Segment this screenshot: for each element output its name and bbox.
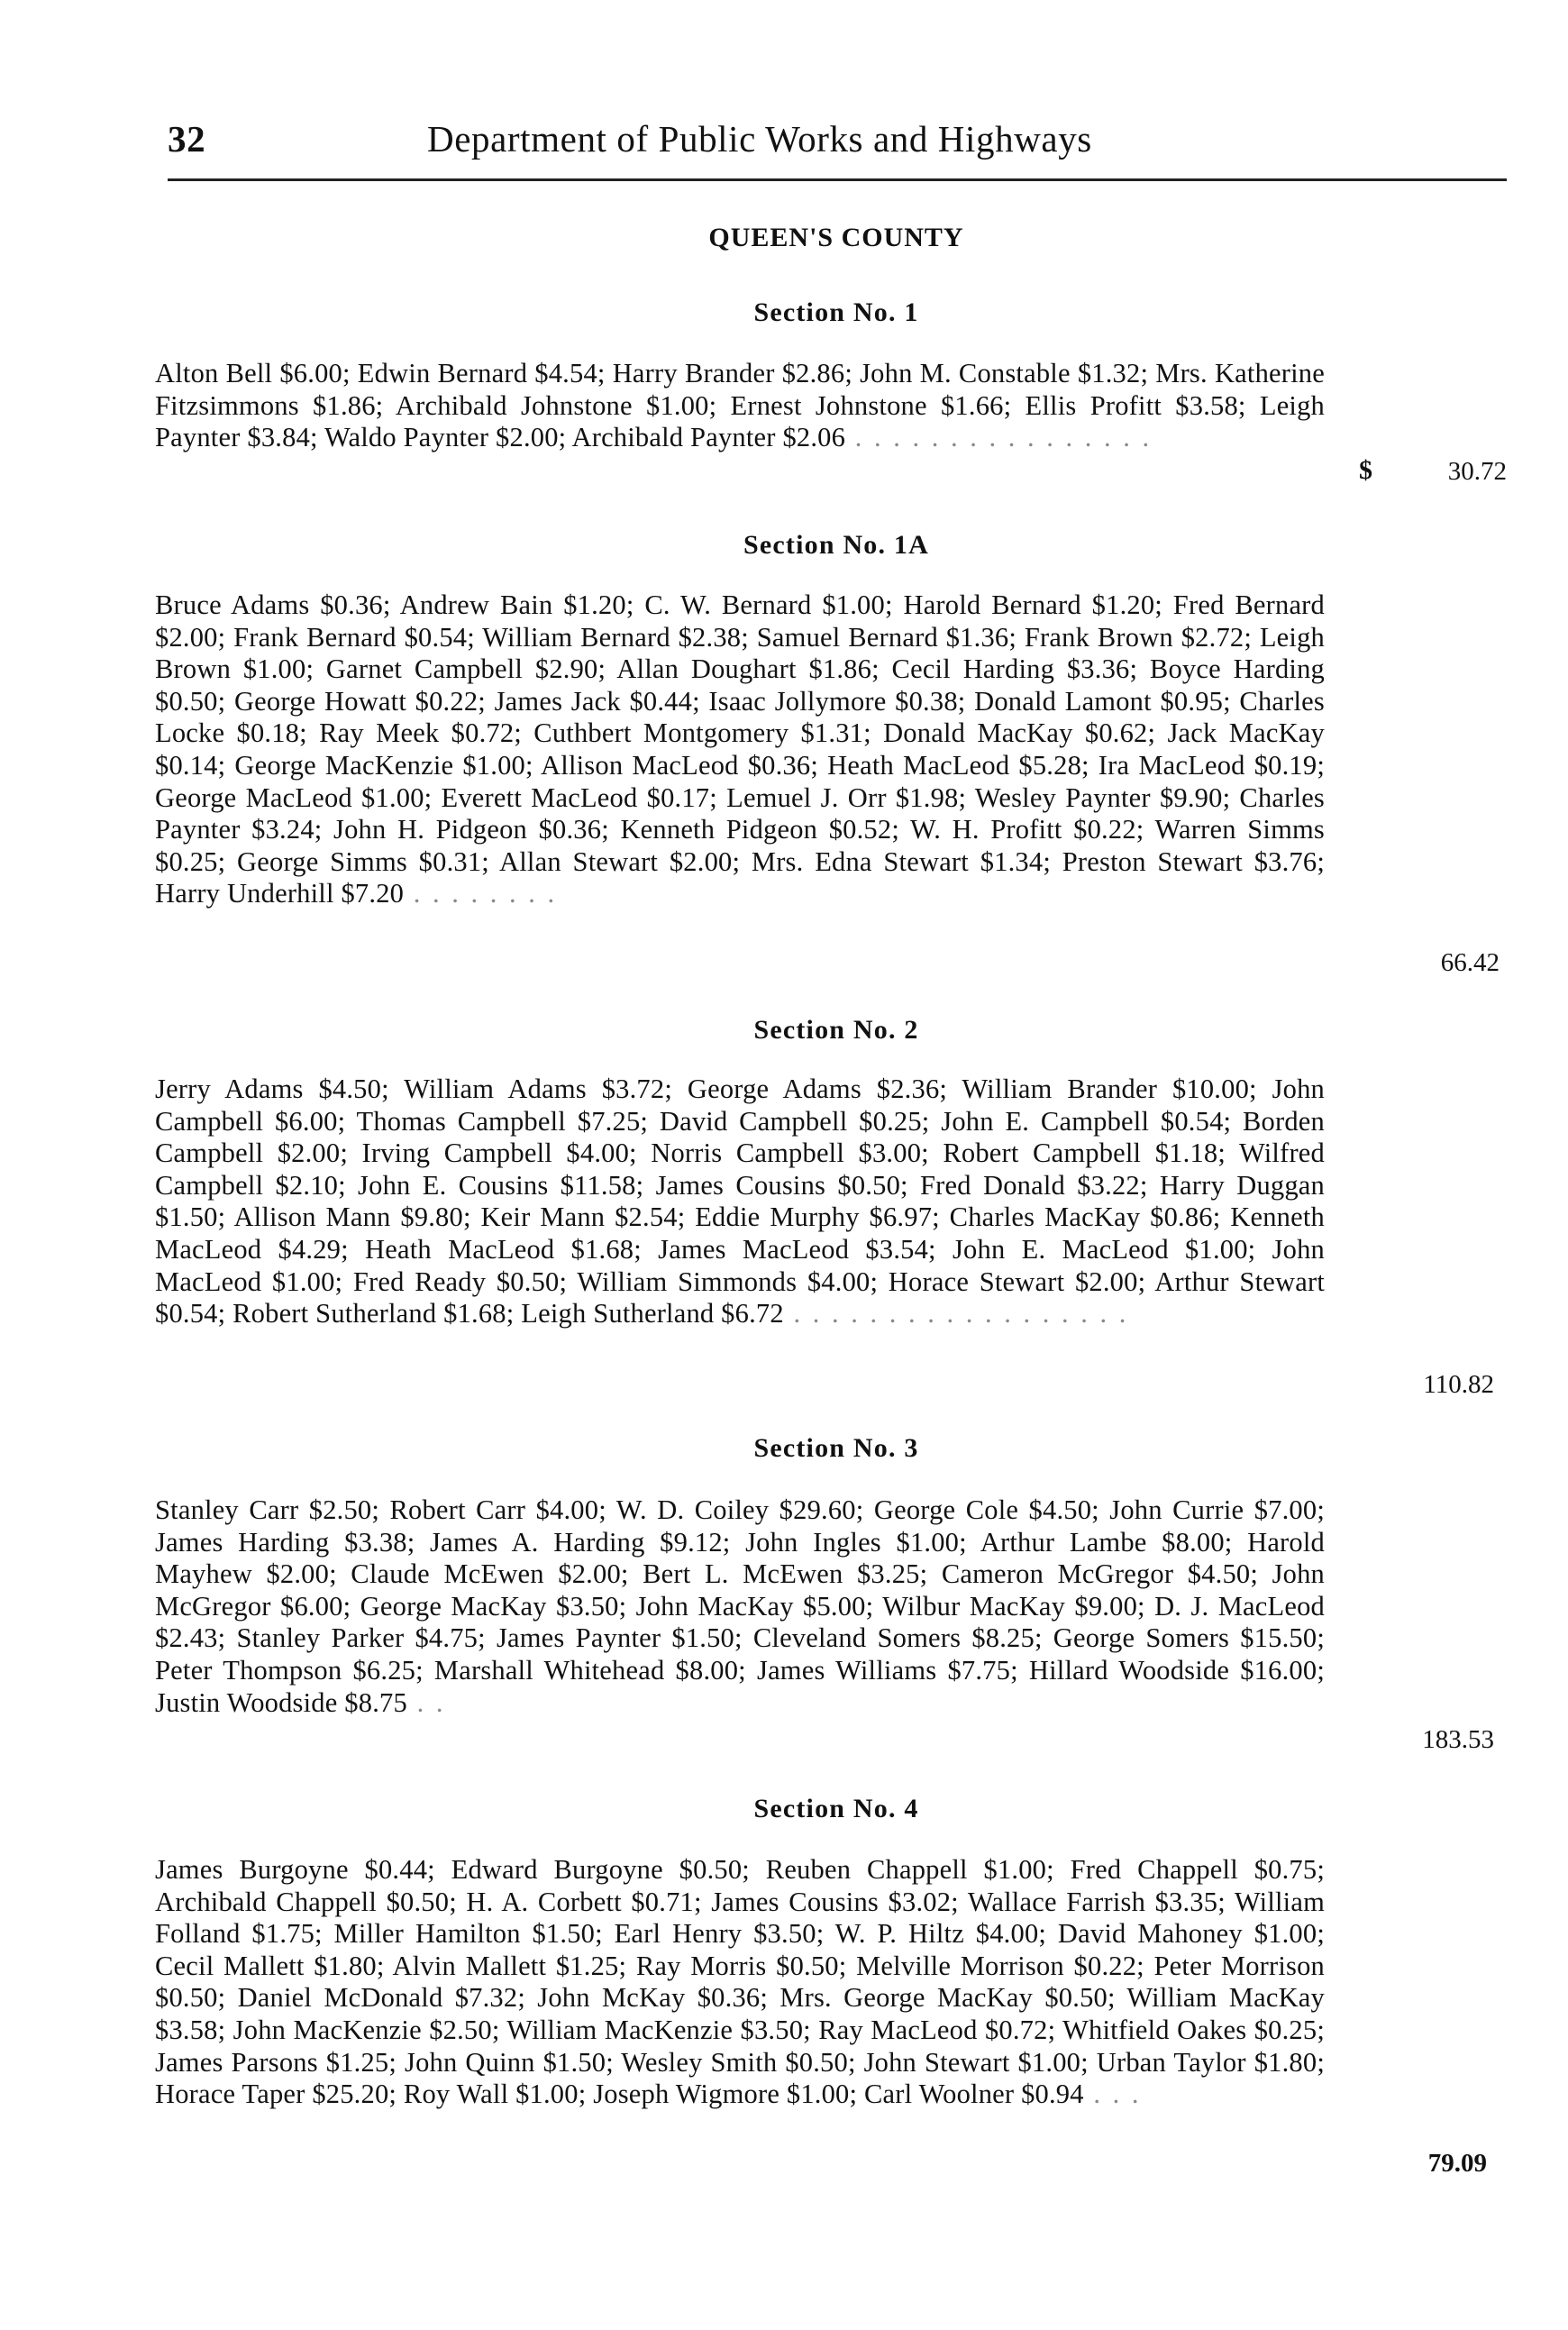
section-title: Section No. 1A [743,530,929,560]
page-header [168,117,1463,171]
dot-leader: . . [406,1686,446,1718]
section-body [155,589,1325,910]
section-total: 30.72 [1447,457,1507,486]
section-total: 66.42 [1440,948,1500,977]
section-total: 79.09 [1427,2149,1487,2178]
section-text: Stanley Carr $2.50; Robert Carr $4.00; W. D. Coiley $29.60; George Cole $4.50; John Currie $7.00; James Harding $3.38; James A. Harding $9.12; John Ingles $1.00; Arthur Lambe $8.00; Harold Mayhew $2.00; Claude McEwen $2.00; Bert L. McEwen $3.25; Cameron McGregor $4.50; John McGregor $6.00; George MacKay $3.50; John MacKay $5.00; Wilbur MacKay $9.00; D. J. MacLeod $2.43; Stanley Parker $4.75; James Paynter $1.50; Cleveland Somers $8.25; George Somers $15.50; Peter Thompson $6.25; Marshall Whitehead $8.00; James Williams $7.75; Hillard Woodside $16.00; Justin Woodside $8.75 [155,1494,1325,1718]
header-rule [168,178,1507,181]
section-text: James Burgoyne $0.44; Edward Burgoyne $0.50; Reuben Chappell $1.00; Fred Chappell $0.75; Archibald Chappell $0.50; H. A. Corbett $0.71; James Cousins $3.02; Wallace Farrish $3.35; William Folland $1.75; Miller Hamilton $1.50; Earl Henry $3.50; W. P. Hiltz $4.00; David Mahoney $1.00; Cecil Mallett $1.80; Alvin Mallett $1.25; Ray Morris $0.50; Melville Morrison $0.22; Peter Morrison $0.50; Daniel McDonald $7.32; John McKay $0.36; Mrs. George MacKay $0.50; William MacKay $3.58; John MacKenzie $2.50; William MacKenzie $3.50; Ray MacLeod $0.72; Whitfield Oakes $0.25; James Parsons $1.25; John Quinn $1.50; Wesley Smith $0.50; John Stewart $1.00; Urban Taylor $1.80; Horace Taper $25.20; Roy Wall $1.00; Joseph Wigmore $1.00; Carl Woolner $0.94 [155,1854,1325,2110]
section-body [155,1494,1325,1719]
section-text: Alton Bell $6.00; Edwin Bernard $4.54; Harry Brander $2.86; John M. Constable $1.32; Mrs. Katherine Fitzsimmons $1.86; Archibald Johnstone $1.00; Ernest Johnstone $1.66; Ellis Profitt $3.58; Leigh Paynter $3.84; Waldo Paynter $2.00; Archibald Paynter $2.06 [155,358,1325,453]
section-title: Section No. 4 [753,1794,919,1823]
currency-sign: $ [1359,455,1372,485]
section-title: Section No. 2 [753,1015,919,1045]
page-header-title: Department of Public Works and Highways [427,118,1092,160]
section-title: Section No. 1 [753,297,919,327]
dot-leader: . . . . . . . . [404,878,558,909]
section-text: Bruce Adams $0.36; Andrew Bain $1.20; C. W. Bernard $1.00; Harold Bernard $1.20; Fred Bernard $2.00; Frank Bernard $0.54; William Bernard $2.38; Samuel Bernard $1.36; Frank Brown $2.72; Leigh Brown $1.00; Garnet Campbell $2.90; Allan Doughart $1.86; Cecil Harding $3.36; Boyce Harding $0.50; George Howatt $0.22; James Jack $0.44; Isaac Jollymore $0.38; Donald Lamont $0.95; Charles Locke $0.18; Ray Meek $0.72; Cuthbert Montgomery $1.31; Donald MacKay $0.62; Jack MacKay $0.14; George MacKenzie $1.00; Allison MacLeod $0.36; Heath MacLeod $5.28; Ira MacLeod $0.19; George MacLeod $1.00; Everett MacLeod $0.17; Lemuel J. Orr $1.98; Wesley Paynter $9.90; Charles Paynter $3.24; John H. Pidgeon $0.36; Kenneth Pidgeon $0.52; W. H. Profitt $0.22; Warren Simms $0.25; George Simms $0.31; Allan Stewart $2.00; Mrs. Edna Stewart $1.34; Preston Stewart $3.76; Harry Underhill $7.20 [155,589,1325,909]
section-text: Jerry Adams $4.50; William Adams $3.72; George Adams $2.36; William Brander $10.00; John Campbell $6.00; Thomas Campbell $7.25; David Campbell $0.25; John E. Campbell $0.54; Borden Campbell $2.00; Irving Campbell $4.00; Norris Campbell $3.00; Robert Campbell $1.18; Wilfred Campbell $2.10; John E. Cousins $11.58; James Cousins $0.50; Fred Donald $3.22; Harry Duggan $1.50; Allison Mann $9.80; Keir Mann $2.54; Eddie Murphy $6.97; Charles MacKay $0.86; Kenneth MacLeod $4.29; Heath MacLeod $1.68; James MacLeod $3.54; John E. MacLeod $1.00; John MacLeod $1.00; Fred Ready $0.50; William Simmonds $4.00; Horace Stewart $2.00; Arthur Stewart $0.54; Robert Sutherland $1.68; Leigh Sutherland $6.72 [155,1074,1325,1329]
section-body [155,1854,1325,2111]
section-body [155,1074,1325,1330]
dot-leader: . . . [1083,2079,1142,2110]
dot-leader: . . . . . . . . . . . . . . . . [845,422,1153,453]
page-number: 32 [168,118,206,160]
section-total: 183.53 [1422,1725,1494,1754]
section-total: 110.82 [1423,1370,1494,1399]
dot-leader: . . . . . . . . . . . . . . . . . . [783,1298,1129,1329]
county-heading: QUEEN'S COUNTY [708,223,964,252]
section-body [155,358,1325,454]
section-title: Section No. 3 [753,1433,919,1463]
